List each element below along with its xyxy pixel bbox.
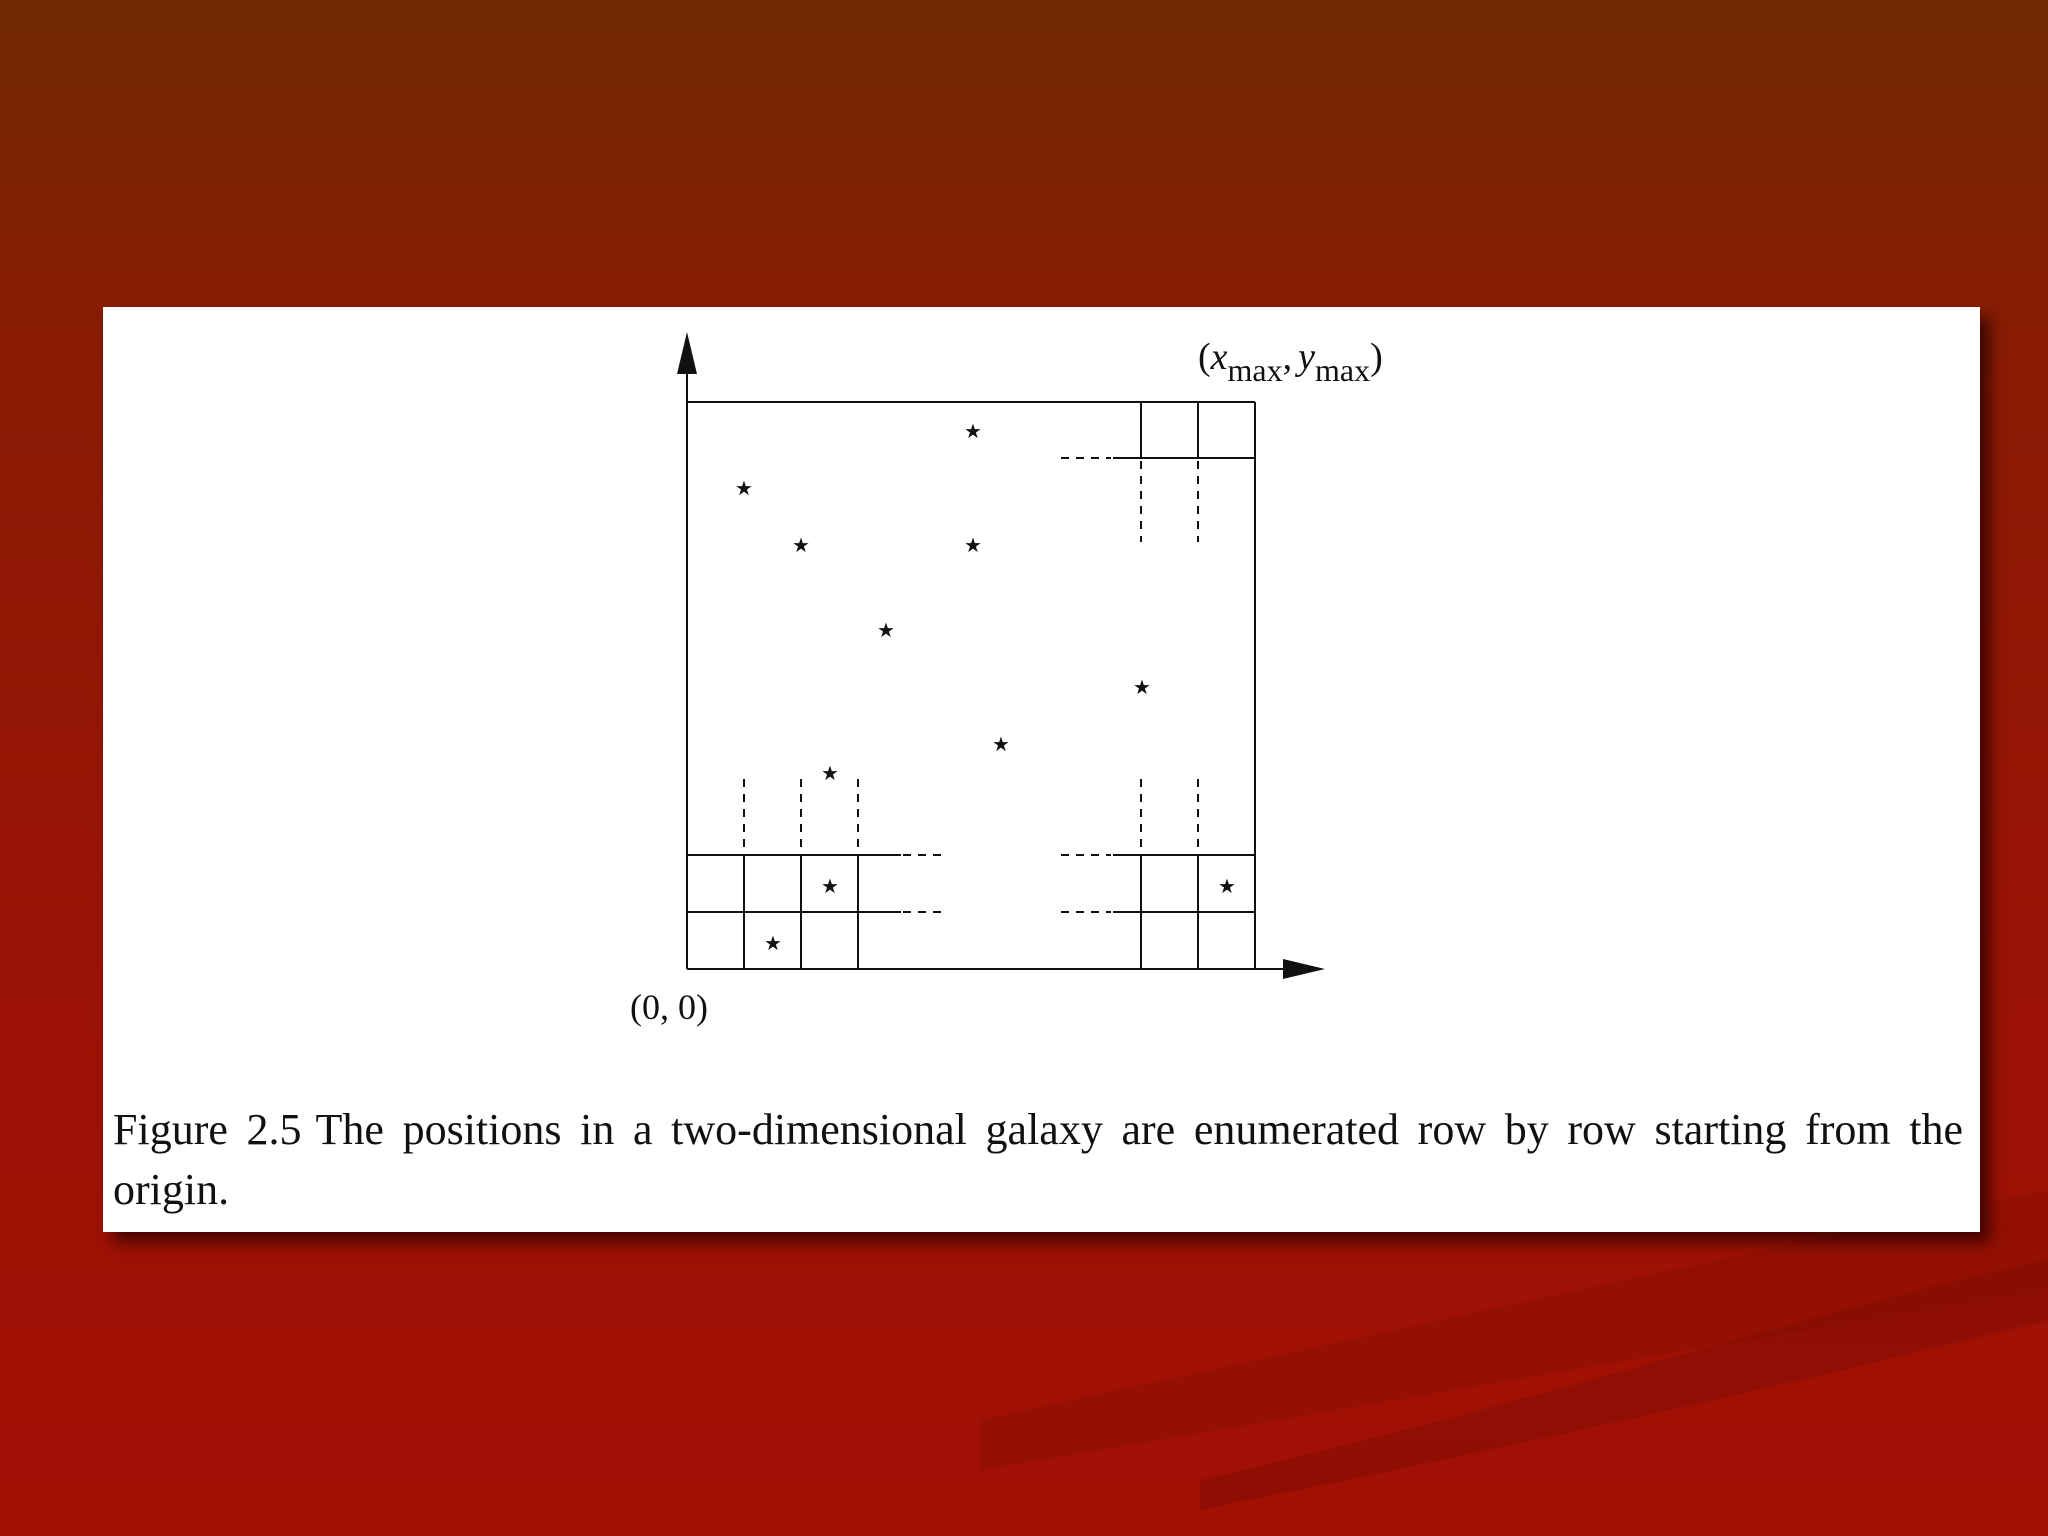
star-8: ★: [821, 761, 839, 785]
star-4: ★: [964, 533, 982, 557]
corner-label-x-sub: max: [1227, 352, 1283, 388]
corner-label-open: (: [1198, 336, 1211, 378]
y-axis-arrowhead: [677, 332, 697, 374]
figure-caption: [113, 1100, 1963, 1220]
star-3: ★: [792, 533, 810, 557]
corner-label-y-sub: max: [1315, 352, 1371, 388]
star-7: ★: [992, 732, 1010, 756]
star-1: ★: [964, 419, 982, 443]
galaxy-boundary: [687, 402, 1255, 969]
corner-label-x: x: [1210, 336, 1228, 378]
caption-number: Figure 2.5: [113, 1105, 302, 1154]
corner-label-y: y: [1298, 336, 1315, 378]
cell-grid: [687, 402, 1255, 969]
star-6: ★: [1133, 675, 1151, 699]
stars-layer: [735, 419, 1236, 955]
x-axis-arrowhead: [1283, 959, 1325, 979]
star-9: ★: [821, 874, 839, 898]
ellipsis-dashes: [744, 458, 1198, 912]
caption-text: The positions in a two-dimensional galaxy are enumerated row by row starting from the origin.: [113, 1105, 1963, 1214]
corner-label-comma: ,: [1282, 336, 1293, 378]
star-2: ★: [735, 476, 753, 500]
star-10: ★: [1218, 874, 1236, 898]
corner-label: [1198, 336, 1383, 388]
galaxy-grid-diagram: [103, 307, 1980, 1067]
figure-card: [103, 307, 1980, 1232]
star-5: ★: [877, 618, 895, 642]
corner-label-close: ): [1370, 336, 1383, 378]
origin-label: (0, 0): [630, 987, 708, 1027]
star-11: ★: [764, 931, 782, 955]
